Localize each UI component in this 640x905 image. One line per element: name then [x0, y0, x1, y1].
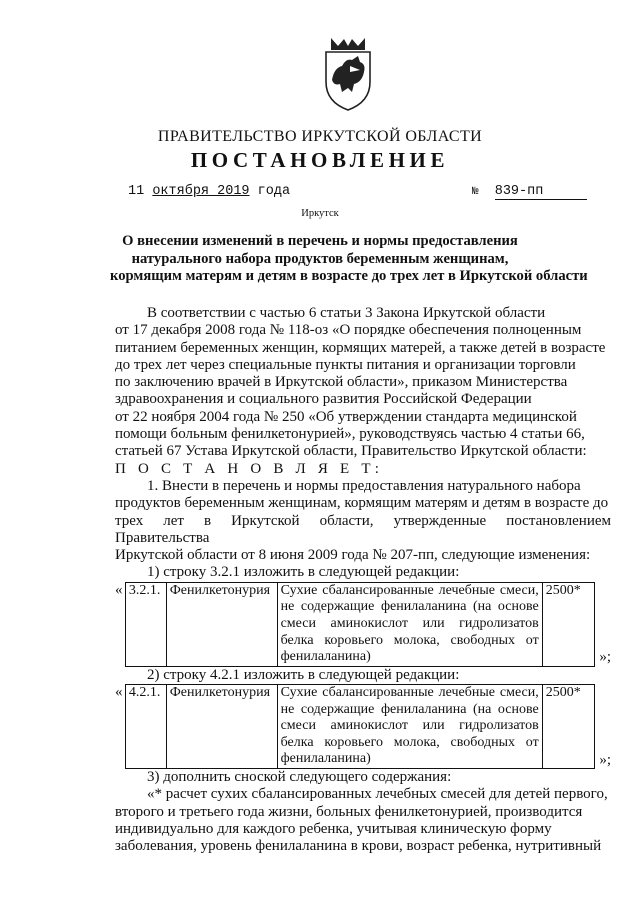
preamble-line: помощи больным фенилкетонурией», руководствуясь частью 4 статьи 66,: [115, 426, 585, 443]
subitem-1: 1) строку 3.2.1 изложить в следующей редакции:: [147, 564, 460, 581]
decree-number: [472, 184, 587, 200]
amendment-row-3-2-1: [115, 582, 611, 667]
subitem-3: 3) дополнить сноской следующего содержания:: [147, 768, 452, 785]
table-cell-norm: 2500*: [542, 582, 595, 666]
preamble-line: питанием беременных женщин, кормящих матерей, а также детей в возрасте: [115, 339, 606, 356]
preamble-line: от 22 ноября 2004 года № 250 «Об утверждении стандарта медицинской: [115, 408, 577, 425]
item1-line: продуктов беременным женщинам, кормящим матерям и детям в возрасте до: [115, 495, 609, 512]
table-cell-code: 4.2.1.: [125, 685, 166, 769]
title-line: натурального набора продуктов беременным женщинам,: [131, 250, 509, 267]
item1-line: трех лет в Иркутской области, утвержденные постановлением Правительства: [115, 512, 611, 546]
close-quote: »;: [599, 751, 611, 768]
amendment-row-4-2-1: [115, 684, 611, 769]
resolves-heading: П О С Т А Н О В Л Я Е Т:: [115, 460, 384, 477]
item1-line: 1. Внести в перечень и нормы предоставления натурального набора: [147, 477, 581, 494]
table-cell-norm: 2500*: [542, 685, 595, 769]
document-body: [115, 305, 611, 855]
title-line: О внесении изменений в перечень и нормы предоставления: [122, 233, 518, 249]
preamble-line: от 17 декабря 2008 года № 118-оз «О порядке обеспечения полноценным: [115, 322, 582, 339]
preamble-line: по заключению врачей в Иркутской области», приказом Министерства: [115, 374, 568, 391]
decree-date: [128, 184, 290, 199]
item1-line: Иркутской области от 8 июня 2009 года № 207-пп, следующие изменения:: [115, 547, 591, 564]
close-quote: »;: [599, 649, 611, 666]
number-sign: №: [472, 186, 479, 198]
amendment-table: [125, 582, 595, 667]
footnote-line: индивидуально для каждого ребенка, учитывая клиническую форму: [115, 820, 552, 837]
table-cell-code: 3.2.1.: [125, 582, 166, 666]
open-quote: «: [115, 684, 123, 701]
footnote-line: заболевания, уровень фенилаланина в крови, возраст ребенка, нутритивный: [115, 838, 602, 855]
table-cell-product: Сухие сбалансированные лечебные смеси, не содержащие фенилаланина (на основе смеси аминокислот или гидролизатов белка коровьего молока, свободных от фенилаланина): [277, 582, 542, 666]
table-cell-product: Сухие сбалансированные лечебные смеси, не содержащие фенилаланина (на основе смеси аминокислот или гидролизатов белка коровьего молока, свободных от фенилаланина): [277, 685, 542, 769]
table-row: [125, 685, 594, 769]
preamble-line: до трех лет через специальные пункты питания и организации торговли: [115, 356, 576, 373]
city-name: Иркутск: [301, 208, 339, 219]
number-value: 839-пп: [495, 184, 587, 200]
table-cell-disease: Фенилкетонурия: [166, 582, 277, 666]
preamble-line: здравоохранения и социального развития Российской Федерации: [115, 391, 532, 408]
document-type: ПОСТАНОВЛЕНИЕ: [190, 148, 450, 172]
date-month-year: октября 2019: [152, 184, 250, 199]
amendment-table: [125, 684, 595, 769]
preamble-line: статьей 67 Устава Иркутской области, Правительство Иркутской области:: [115, 443, 587, 460]
title-line: кормящим матерям и детям в возрасте до трех лет в Иркутской области: [110, 268, 588, 284]
date-day: 11: [128, 184, 145, 199]
footnote-line: «* расчет сухих сбалансированных лечебных смесей для детей первого,: [147, 786, 608, 803]
preamble-line: В соответствии с частью 6 статьи 3 Закона Иркутской области: [147, 305, 546, 321]
document-title: [110, 233, 588, 286]
coat-of-arms-emblem: [318, 36, 378, 112]
footnote-line: второго и третьего года жизни, больных фенилкетонурией, производится: [115, 803, 583, 820]
subitem-2: 2) строку 4.2.1 изложить в следующей редакции:: [147, 666, 460, 683]
government-name: ПРАВИТЕЛЬСТВО ИРКУТСКОЙ ОБЛАСТИ: [157, 128, 483, 145]
table-cell-disease: Фенилкетонурия: [166, 685, 277, 769]
date-suffix: года: [257, 184, 291, 199]
table-row: [125, 582, 594, 666]
open-quote: «: [115, 581, 123, 598]
